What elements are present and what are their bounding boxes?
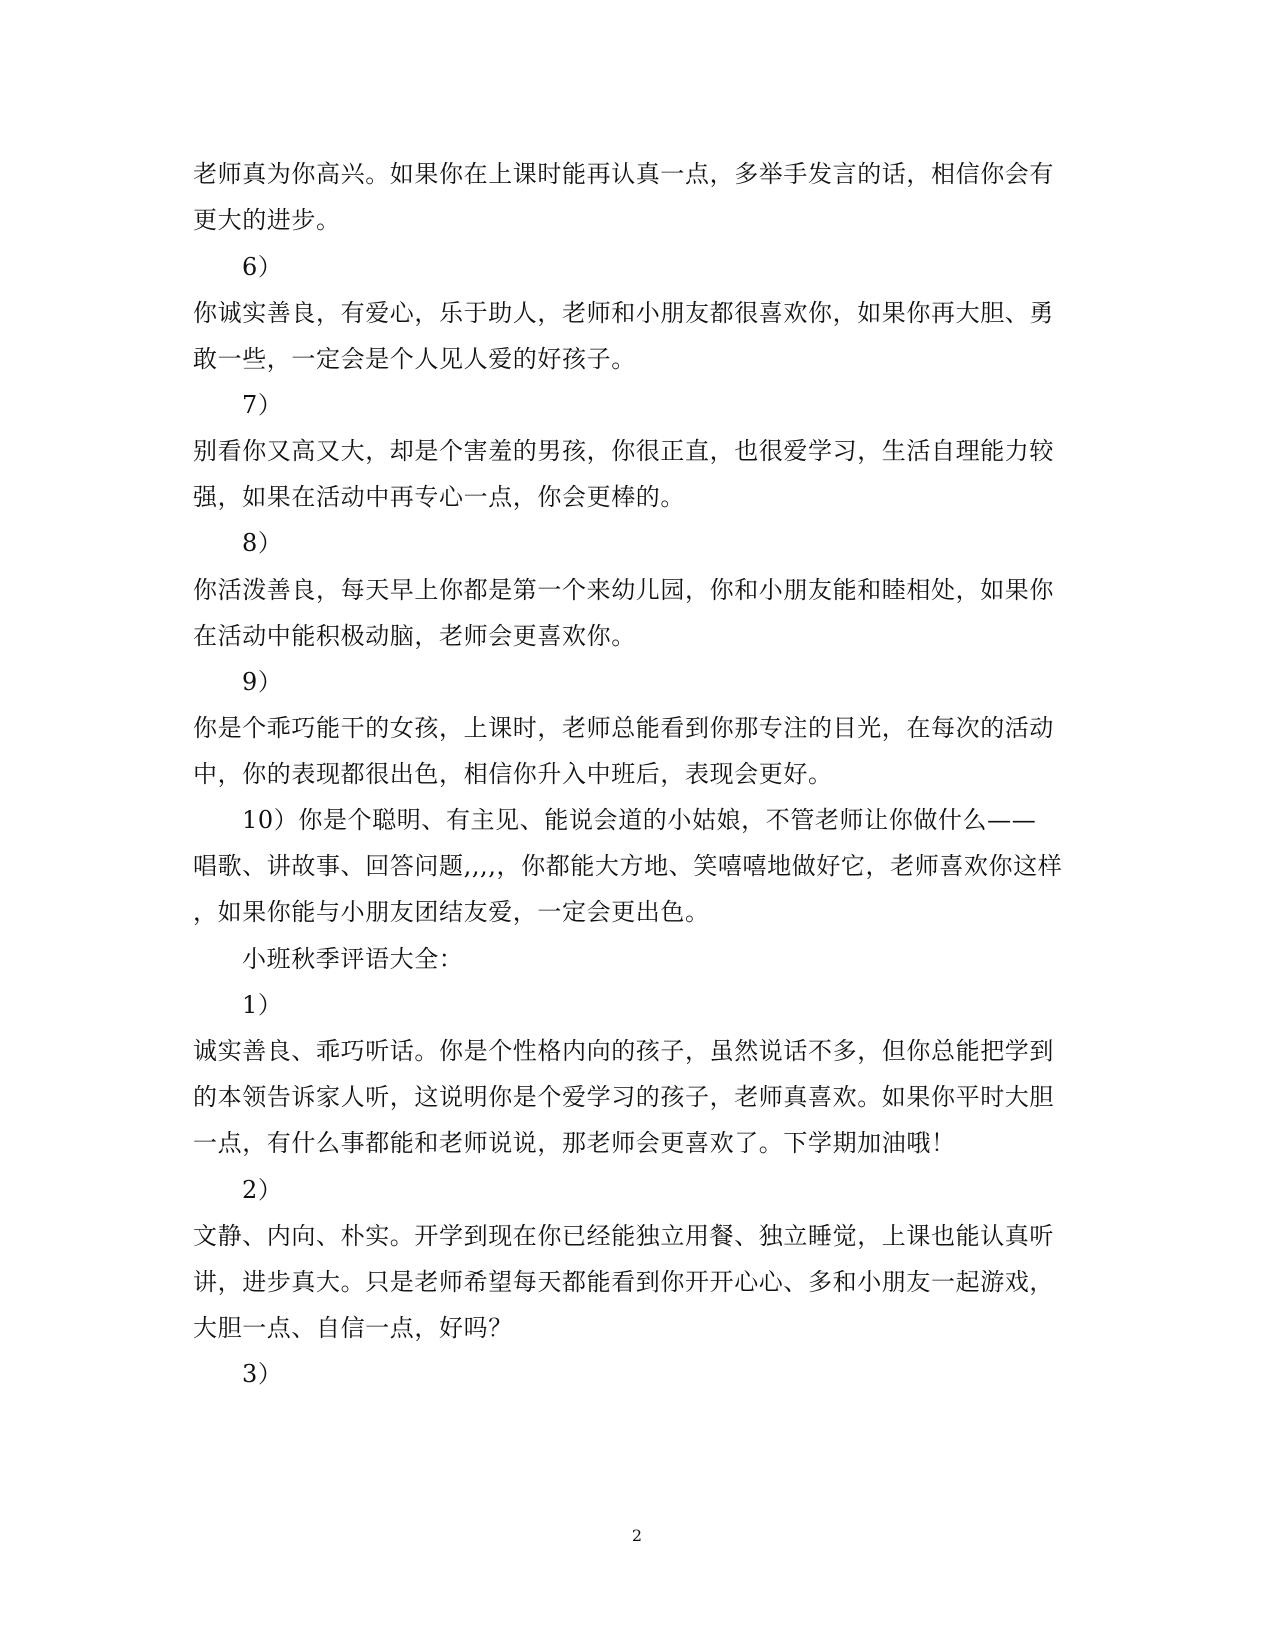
item-number: 1） <box>242 991 283 1019</box>
page-number: 2 <box>631 1526 643 1545</box>
text-line: 你活泼善良，每天早上你都是第一个来幼儿园，你和小朋友能和睦相处，如果你 <box>193 576 1054 604</box>
item-number: 6） <box>242 253 283 281</box>
text-line: 老师真为你高兴。如果你在上课时能再认真一点，多举手发言的话，相信你会有 <box>193 160 1054 188</box>
item-number: 2） <box>242 1176 283 1204</box>
item-number: 3） <box>242 1360 283 1388</box>
text-line: 诚实善良、乖巧听话。你是个性格内向的孩子，虽然说话不多，但你总能把学到 <box>193 1037 1054 1065</box>
item-number: 7） <box>242 391 283 419</box>
text-line: 强，如果在活动中再专心一点，你会更棒的。 <box>193 483 685 511</box>
text-line: ，如果你能与小朋友团结友爱，一定会更出色。 <box>193 898 710 926</box>
text-line: 10）你是个聪明、有主见、能说会道的小姑娘，不管老师让你做什么—— <box>242 806 1037 834</box>
text-line: 一点，有什么事都能和老师说说，那老师会更喜欢了。下学期加油哦！ <box>193 1129 956 1157</box>
text-line: 更大的进步。 <box>193 206 341 234</box>
item-number: 8） <box>242 529 283 557</box>
text-line: 文静、内向、朴实。开学到现在你已经能独立用餐、独立睡觉，上课也能认真听 <box>193 1222 1054 1250</box>
text-line: 中，你的表现都很出色，相信你升入中班后，表现会更好。 <box>193 760 833 788</box>
text-line: 讲，进步真大。只是老师希望每天都能看到你开开心心、多和小朋友一起游戏， <box>193 1268 1054 1296</box>
section-heading: 小班秋季评语大全： <box>242 945 464 973</box>
text-line: 在活动中能积极动脑，老师会更喜欢你。 <box>193 622 636 650</box>
text-line: 的本领告诉家人听，这说明你是个爱学习的孩子，老师真喜欢。如果你平时大胆 <box>193 1083 1054 1111</box>
text-line: 你诚实善良，有爱心，乐于助人，老师和小朋友都很喜欢你，如果你再大胆、勇 <box>193 299 1054 327</box>
text-line: 大胆一点、自信一点，好吗？ <box>193 1314 513 1342</box>
text-line: 唱歌、讲故事、回答问题,,,,，你都能大方地、笑嘻嘻地做好它，老师喜欢你这样 <box>193 852 1063 880</box>
item-number: 9） <box>242 668 283 696</box>
text-line: 敢一些，一定会是个人见人爱的好孩子。 <box>193 345 636 373</box>
text-line: 别看你又高又大，却是个害羞的男孩，你很正直，也很爱学习，生活自理能力较 <box>193 437 1054 465</box>
text-line: 你是个乖巧能干的女孩，上课时，老师总能看到你那专注的目光，在每次的活动 <box>193 714 1054 742</box>
